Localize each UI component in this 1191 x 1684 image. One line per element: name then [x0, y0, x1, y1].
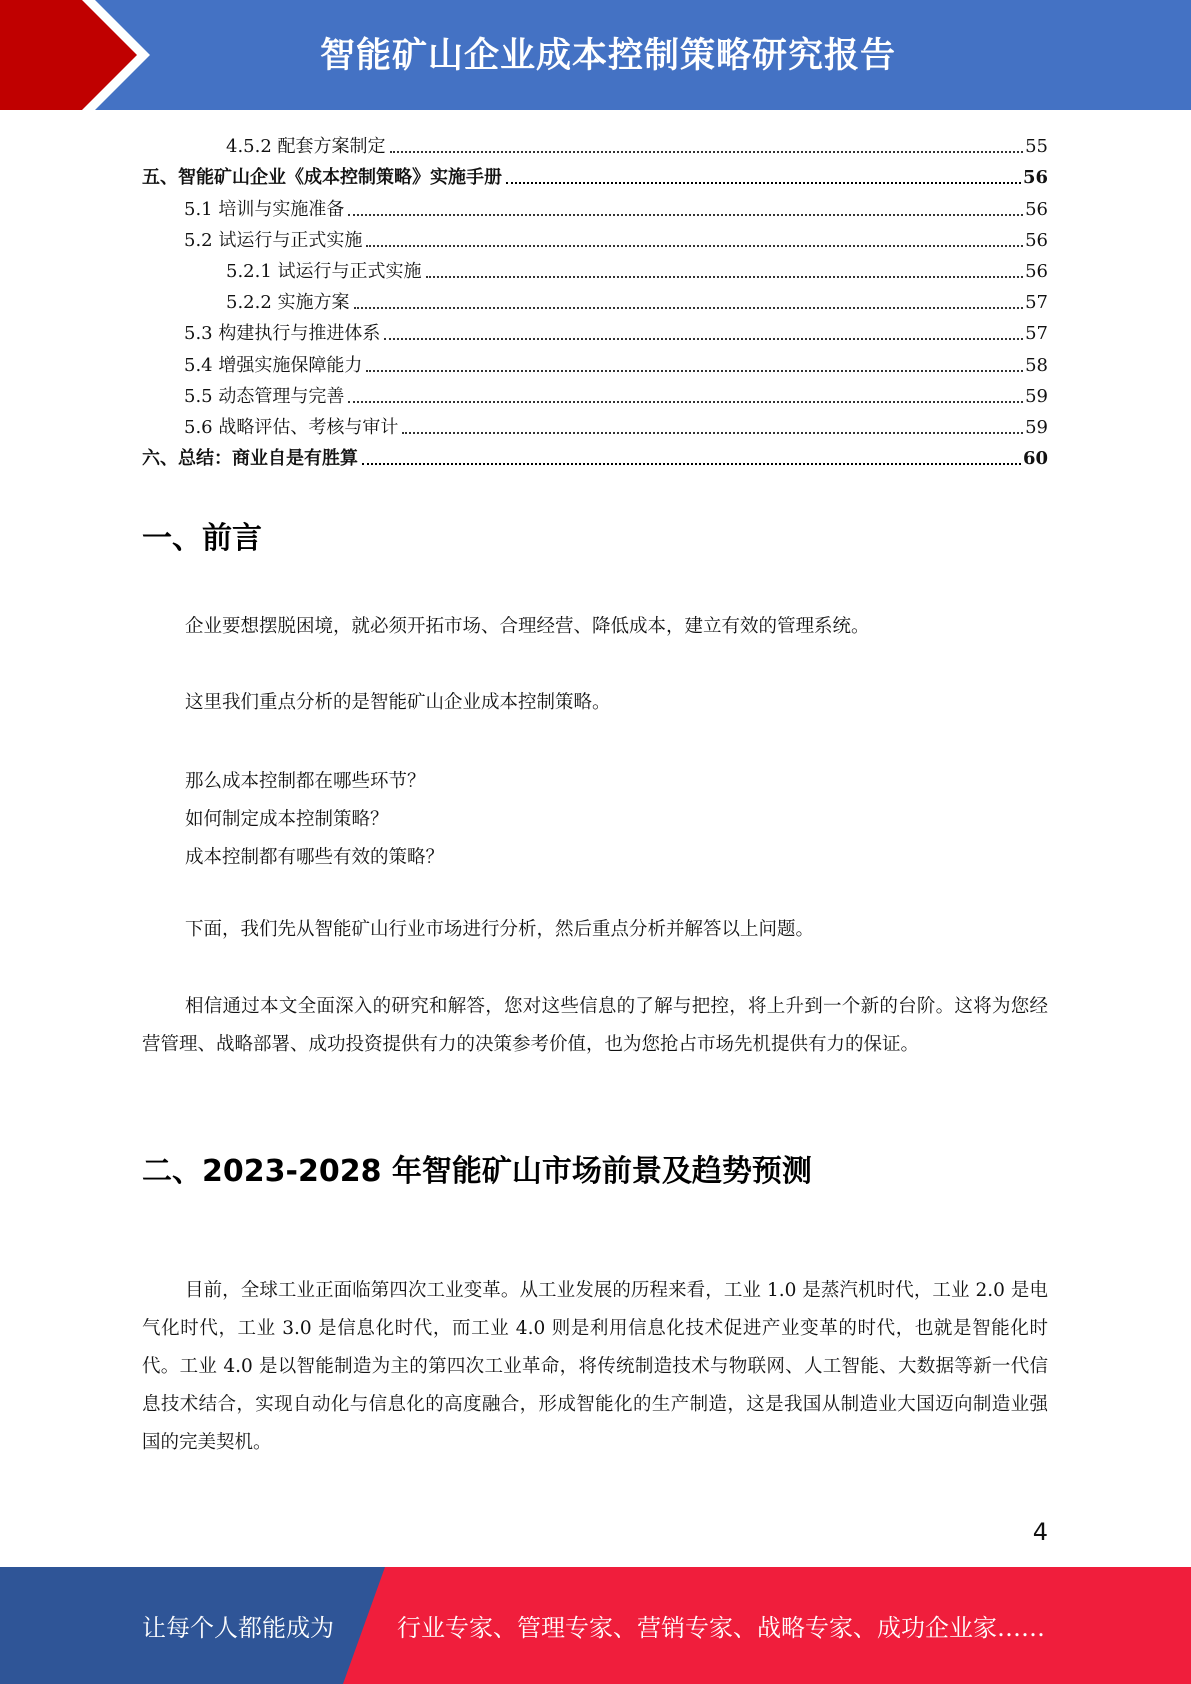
preface-question-3: 成本控制都有哪些有效的策略？ — [185, 847, 445, 868]
toc-entry[interactable] — [142, 221, 1048, 252]
preface-question-2: 如何制定成本控制策略？ — [185, 809, 389, 830]
preface-paragraph-3: 下面，我们先从智能矿山行业市场进行分析，然后重点分析并解答以上问题。 — [185, 919, 815, 940]
toc-dot-leader — [366, 245, 1023, 247]
preface-paragraph-1: 企业要想摆脱困境，就必须开拓市场、合理经营、降低成本，建立有效的管理系统。 — [185, 616, 870, 637]
toc-entry-page: 57 — [1025, 292, 1048, 314]
page-footer — [0, 1567, 1191, 1684]
page-header — [0, 0, 1191, 110]
toc-entry-page: 56 — [1025, 260, 1048, 282]
toc-entry-title: 5.2 试运行与正式实施 — [184, 229, 363, 251]
page-number: 4 — [1032, 1518, 1048, 1546]
toc-dot-leader — [506, 182, 1021, 184]
toc-entry[interactable] — [142, 158, 1048, 189]
preface-paragraph-2: 这里我们重点分析的是智能矿山企业成本控制策略。 — [185, 692, 611, 713]
toc-entry[interactable] — [142, 283, 1048, 314]
toc-entry[interactable] — [142, 345, 1048, 376]
toc-entry[interactable] — [142, 127, 1048, 158]
toc-entry-page: 56 — [1022, 167, 1048, 189]
toc-dot-leader — [348, 214, 1023, 216]
section-heading-preface: 一、前言 — [142, 521, 262, 556]
toc-entry-page: 59 — [1025, 385, 1048, 407]
toc-entry-page: 56 — [1025, 229, 1048, 251]
toc-entry[interactable] — [142, 314, 1048, 345]
toc-entry-page: 60 — [1022, 448, 1048, 470]
toc-entry-page: 56 — [1025, 198, 1048, 220]
toc-entry-title: 5.2.1 试运行与正式实施 — [226, 260, 422, 282]
toc-entry-page: 59 — [1025, 416, 1048, 438]
toc-entry-title: 5.2.2 实施方案 — [226, 292, 350, 314]
toc-entry-title: 5.3 构建执行与推进体系 — [184, 323, 381, 345]
preface-question-1: 那么成本控制都在哪些环节？ — [185, 771, 426, 792]
toc-dot-leader — [384, 338, 1023, 340]
toc-dot-leader — [426, 276, 1024, 278]
toc-dot-leader — [390, 151, 1024, 153]
table-of-contents — [142, 127, 1048, 470]
toc-entry-title: 4.5.2 配套方案制定 — [226, 136, 386, 158]
footer-slogan-right: 行业专家、管理专家、营销专家、战略专家、成功企业家…… — [397, 1614, 1045, 1642]
toc-entry-title: 5.6 战略评估、考核与审计 — [184, 416, 399, 438]
market-outlook-paragraph: 目前，全球工业正面临第四次工业变革。从工业发展的历程来看，工业 1.0 是蒸汽机时代，工业 2.0 是电气化时代，工业 3.0 是信息化时代，而工业 4.0 则是利用信息化技术促进产业变革的时代，也就是智能化时代。工业 4.0 是以智能制造为主的第四次工业革命，将传统制造技术与物联网、人工智能、大数据等新一代信息技术结合，实现自动化与信息化的高度融合，形成智能化的生产制造，这是我国从制造业大国迈向制造业强国的完美契机。 — [142, 1280, 1048, 1453]
toc-entry-title: 5.5 动态管理与完善 — [184, 385, 345, 407]
toc-entry-page: 58 — [1025, 354, 1048, 376]
toc-entry[interactable] — [142, 189, 1048, 220]
toc-dot-leader — [366, 370, 1023, 372]
toc-entry[interactable] — [142, 377, 1048, 408]
toc-entry-title: 六、总结：商业自是有胜算 — [142, 448, 358, 470]
preface-paragraph-4: 相信通过本文全面深入的研究和解答，您对这些信息的了解与把控，将上升到一个新的台阶。这将为您经营管理、战略部署、成功投资提供有力的决策参考价值，也为您抢占市场先机提供有力的保证。 — [142, 996, 1048, 1055]
toc-entry[interactable] — [142, 439, 1048, 470]
report-title: 智能矿山企业成本控制策略研究报告 — [319, 36, 896, 76]
toc-dot-leader — [402, 432, 1023, 434]
toc-entry-title: 5.4 增强实施保障能力 — [184, 354, 363, 376]
toc-entry-title: 五、智能矿山企业《成本控制策略》实施手册 — [142, 167, 502, 189]
toc-entry-page: 55 — [1025, 136, 1048, 158]
toc-dot-leader — [362, 463, 1021, 465]
toc-entry[interactable] — [142, 252, 1048, 283]
toc-dot-leader — [348, 401, 1023, 403]
toc-entry[interactable] — [142, 408, 1048, 439]
footer-slogan-left: 让每个人都能成为 — [142, 1614, 334, 1642]
section-heading-market-outlook: 二、2023-2028 年智能矿山市场前景及趋势预测 — [142, 1154, 812, 1189]
toc-dot-leader — [354, 307, 1024, 309]
toc-entry-title: 5.1 培训与实施准备 — [184, 198, 345, 220]
toc-entry-page: 57 — [1025, 323, 1048, 345]
